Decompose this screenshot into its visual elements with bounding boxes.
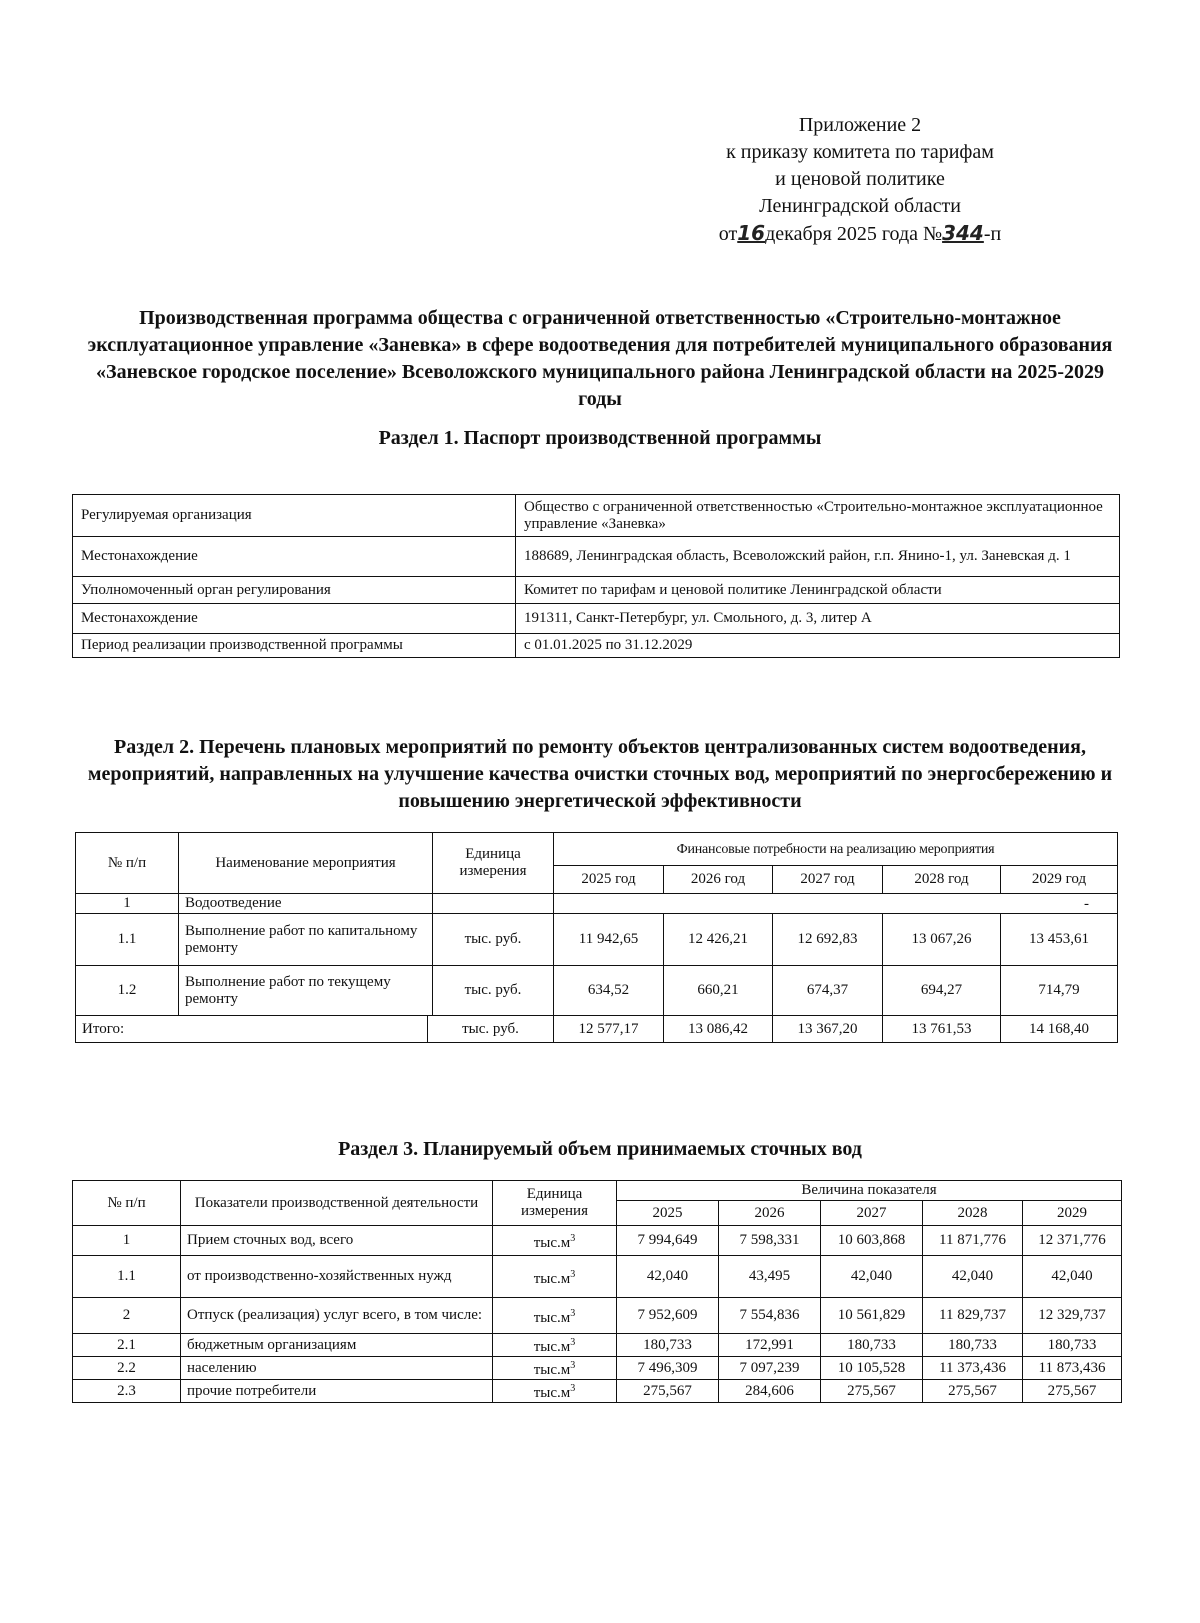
col-year: 2028 — [923, 1201, 1023, 1226]
col-year: 2029 — [1023, 1201, 1122, 1226]
col-num: № п/п — [73, 1181, 181, 1226]
table-row — [73, 604, 1120, 634]
row-name: прочие потребители — [181, 1380, 493, 1403]
row-num: 2.1 — [73, 1334, 181, 1357]
table-row — [73, 1226, 1122, 1256]
total-unit: тыс. руб. — [427, 1016, 553, 1042]
row-name: бюджетным организациям — [181, 1334, 493, 1357]
table-row — [73, 1380, 1122, 1403]
unit-text: тыс.м — [533, 1270, 571, 1287]
col-year: 2029 год — [1001, 866, 1118, 894]
section2-heading: Раздел 2. Перечень плановых мероприятий по ремонту объектов централизованных систем водоотведения, мероприятий, направленных на улучшение качества очистки сточных вод, мероприятий по энергосбережению и повышению энергетической эффективности — [87, 736, 1113, 812]
row-unit: тыс. руб. — [433, 966, 554, 1016]
cell-value: 7 994,649 — [617, 1226, 719, 1256]
table-row — [73, 495, 1120, 537]
col-num: № п/п — [76, 833, 179, 894]
unit-text: тыс.м — [533, 1309, 571, 1326]
row-num: 1 — [73, 1226, 181, 1256]
cell-value: 275,567 — [923, 1380, 1023, 1403]
col-year: 2027 год — [773, 866, 883, 894]
document-title: Производственная программа общества с ограниченной ответственностью «Строительно-монтажное эксплуатационное управление «Заневка» в сфере водоотведения для потребителей муниципального образования «Заневское городское поселение» Всеволожского муниципального района Ленинградской области на 2025-2029 годы — [87, 307, 1113, 410]
row-num: 1 — [76, 894, 179, 914]
cell-value: 284,606 — [719, 1380, 821, 1403]
cell-value: 13 453,61 — [1001, 914, 1118, 966]
order-date-line — [640, 220, 1080, 248]
table-row — [76, 914, 1118, 966]
section1-heading: Раздел 1. Паспорт производственной программы — [378, 427, 822, 449]
cell-value: 42,040 — [1023, 1256, 1122, 1298]
row-label: Местонахождение — [73, 604, 516, 634]
table-row — [73, 1298, 1122, 1334]
date-prefix: от — [718, 223, 738, 245]
row-num: 2 — [73, 1298, 181, 1334]
table-row — [73, 1357, 1122, 1380]
row-unit — [493, 1226, 617, 1256]
total-value: 13 086,42 — [664, 1016, 773, 1043]
row-name: Прием сточных вод, всего — [181, 1226, 493, 1256]
cell-value: 275,567 — [617, 1380, 719, 1403]
order-day: 16 — [737, 221, 766, 245]
col-year: 2027 — [821, 1201, 923, 1226]
section3-heading: Раздел 3. Планируемый объем принимаемых сточных вод — [338, 1138, 862, 1160]
table-row — [76, 894, 1118, 914]
header-row — [76, 833, 1118, 866]
row-num: 1.1 — [76, 914, 179, 966]
row-num: 1.1 — [73, 1256, 181, 1298]
unit-text: тыс.м — [533, 1339, 571, 1355]
table-row — [73, 634, 1120, 658]
cell-value: 13 067,26 — [883, 914, 1001, 966]
unit-text: тыс.м — [533, 1385, 571, 1401]
row-label: Период реализации производственной программы — [73, 634, 516, 658]
unit-text: тыс.м — [533, 1362, 571, 1378]
cell-value: 7 598,331 — [719, 1226, 821, 1256]
order-number: 344 — [942, 221, 984, 245]
row-unit — [493, 1334, 617, 1357]
cell-value: 7 554,836 — [719, 1298, 821, 1334]
table-row — [73, 577, 1120, 604]
total-value: 13 367,20 — [773, 1016, 883, 1043]
cell-value: 275,567 — [1023, 1380, 1122, 1403]
row-unit: тыс. руб. — [433, 914, 554, 966]
row-unit — [493, 1357, 617, 1380]
row-num: 2.3 — [73, 1380, 181, 1403]
cell-value: 11 942,65 — [554, 914, 664, 966]
col-year: 2028 год — [883, 866, 1001, 894]
wastewater-volume-table — [72, 1180, 1122, 1403]
row-name: Выполнение работ по капитальному ремонту — [179, 914, 433, 966]
row-num: 1.2 — [76, 966, 179, 1016]
cell-value: 42,040 — [617, 1256, 719, 1298]
total-value: 12 577,17 — [554, 1016, 664, 1043]
unit-superscript: 3 — [570, 1307, 576, 1319]
cell-value: 180,733 — [923, 1334, 1023, 1357]
cell-value: 714,79 — [1001, 966, 1118, 1016]
cell-value: 12 426,21 — [664, 914, 773, 966]
total-value: 14 168,40 — [1001, 1016, 1118, 1043]
appendix-line: Приложение 2 — [798, 114, 922, 136]
cell-value: 694,27 — [883, 966, 1001, 1016]
col-group: Финансовые потребности на реализацию мероприятия — [554, 833, 1118, 866]
col-year: 2026 — [719, 1201, 821, 1226]
row-value: 188689, Ленинградская область, Всеволожский район, г.п. Янино-1, ул. Заневская д. 1 — [516, 537, 1120, 577]
cell-value: 7 952,609 — [617, 1298, 719, 1334]
unit-superscript: 3 — [570, 1337, 576, 1348]
cell-value: 180,733 — [1023, 1334, 1122, 1357]
unit-superscript: 3 — [570, 1232, 576, 1244]
cell-value: 42,040 — [923, 1256, 1023, 1298]
row-name: Выполнение работ по текущему ремонту — [179, 966, 433, 1016]
cell-value: 172,991 — [719, 1334, 821, 1357]
unit-superscript: 3 — [570, 1268, 576, 1280]
table-row — [76, 966, 1118, 1016]
total-value: 13 761,53 — [883, 1016, 1001, 1043]
cell-value: 42,040 — [821, 1256, 923, 1298]
cell-value: 275,567 — [821, 1380, 923, 1403]
col-name: Наименование мероприятия — [179, 833, 433, 894]
cell-value: 674,37 — [773, 966, 883, 1016]
cell-value: 634,52 — [554, 966, 664, 1016]
row-label: Местонахождение — [73, 537, 516, 577]
cell-value: 660,21 — [664, 966, 773, 1016]
table-row — [73, 1256, 1122, 1298]
row-name: Отпуск (реализация) услуг всего, в том числе: — [181, 1298, 493, 1334]
col-year: 2025 — [617, 1201, 719, 1226]
cell-value: 11 873,436 — [1023, 1357, 1122, 1380]
col-year: 2026 год — [664, 866, 773, 894]
passport-table — [72, 494, 1120, 658]
row-value: с 01.01.2025 по 31.12.2029 — [516, 634, 1120, 658]
col-unit: Единица измерения — [433, 833, 554, 894]
row-value: Комитет по тарифам и ценовой политике Ленинградской области — [516, 577, 1120, 604]
cell-value: 180,733 — [617, 1334, 719, 1357]
col-year: 2025 год — [554, 866, 664, 894]
row-mark: - — [554, 894, 1118, 914]
date-mid: декабря 2025 года № — [765, 223, 943, 245]
appendix-line: к приказу комитета по тарифам — [726, 141, 994, 163]
row-unit — [493, 1298, 617, 1334]
cell-value: 11 829,737 — [923, 1298, 1023, 1334]
cell-value: 7 097,239 — [719, 1357, 821, 1380]
row-label: Уполномоченный орган регулирования — [73, 577, 516, 604]
total-row — [76, 1016, 1118, 1043]
number-suffix: -п — [983, 223, 1002, 245]
cell-value: 10 105,528 — [821, 1357, 923, 1380]
unit-superscript: 3 — [570, 1383, 576, 1394]
appendix-block — [640, 112, 1080, 248]
cell-value: 7 496,309 — [617, 1357, 719, 1380]
total-label-cell — [76, 1016, 554, 1043]
row-value: Общество с ограниченной ответственностью «Строительно-монтажное эксплуатационное управление «Заневка» — [516, 495, 1120, 537]
cell-value: 180,733 — [821, 1334, 923, 1357]
table-row — [73, 537, 1120, 577]
header-row — [73, 1181, 1122, 1201]
cell-value: 43,495 — [719, 1256, 821, 1298]
row-name: Водоотведение — [179, 894, 433, 914]
unit-text: тыс.м — [533, 1234, 571, 1251]
row-unit — [493, 1380, 617, 1403]
row-name: от производственно-хозяйственных нужд — [181, 1256, 493, 1298]
activities-table — [75, 832, 1118, 1043]
cell-value: 10 603,868 — [821, 1226, 923, 1256]
table-row — [73, 1334, 1122, 1357]
cell-value: 10 561,829 — [821, 1298, 923, 1334]
unit-superscript: 3 — [570, 1360, 576, 1371]
appendix-line: Ленинградской области — [759, 195, 961, 217]
col-name: Показатели производственной деятельности — [181, 1181, 493, 1226]
row-unit — [433, 894, 554, 914]
cell-value: 11 373,436 — [923, 1357, 1023, 1380]
row-label: Регулируемая организация — [73, 495, 516, 537]
cell-value: 12 329,737 — [1023, 1298, 1122, 1334]
row-value: 191311, Санкт-Петербург, ул. Смольного, д. 3, литер А — [516, 604, 1120, 634]
row-unit — [493, 1256, 617, 1298]
appendix-line: и ценовой политике — [775, 168, 945, 190]
col-unit: Единица измерения — [493, 1181, 617, 1226]
total-label: Итого: — [82, 1020, 125, 1037]
row-num: 2.2 — [73, 1357, 181, 1380]
cell-value: 12 692,83 — [773, 914, 883, 966]
cell-value: 11 871,776 — [923, 1226, 1023, 1256]
cell-value: 12 371,776 — [1023, 1226, 1122, 1256]
row-name: населению — [181, 1357, 493, 1380]
col-group: Величина показателя — [617, 1181, 1122, 1201]
